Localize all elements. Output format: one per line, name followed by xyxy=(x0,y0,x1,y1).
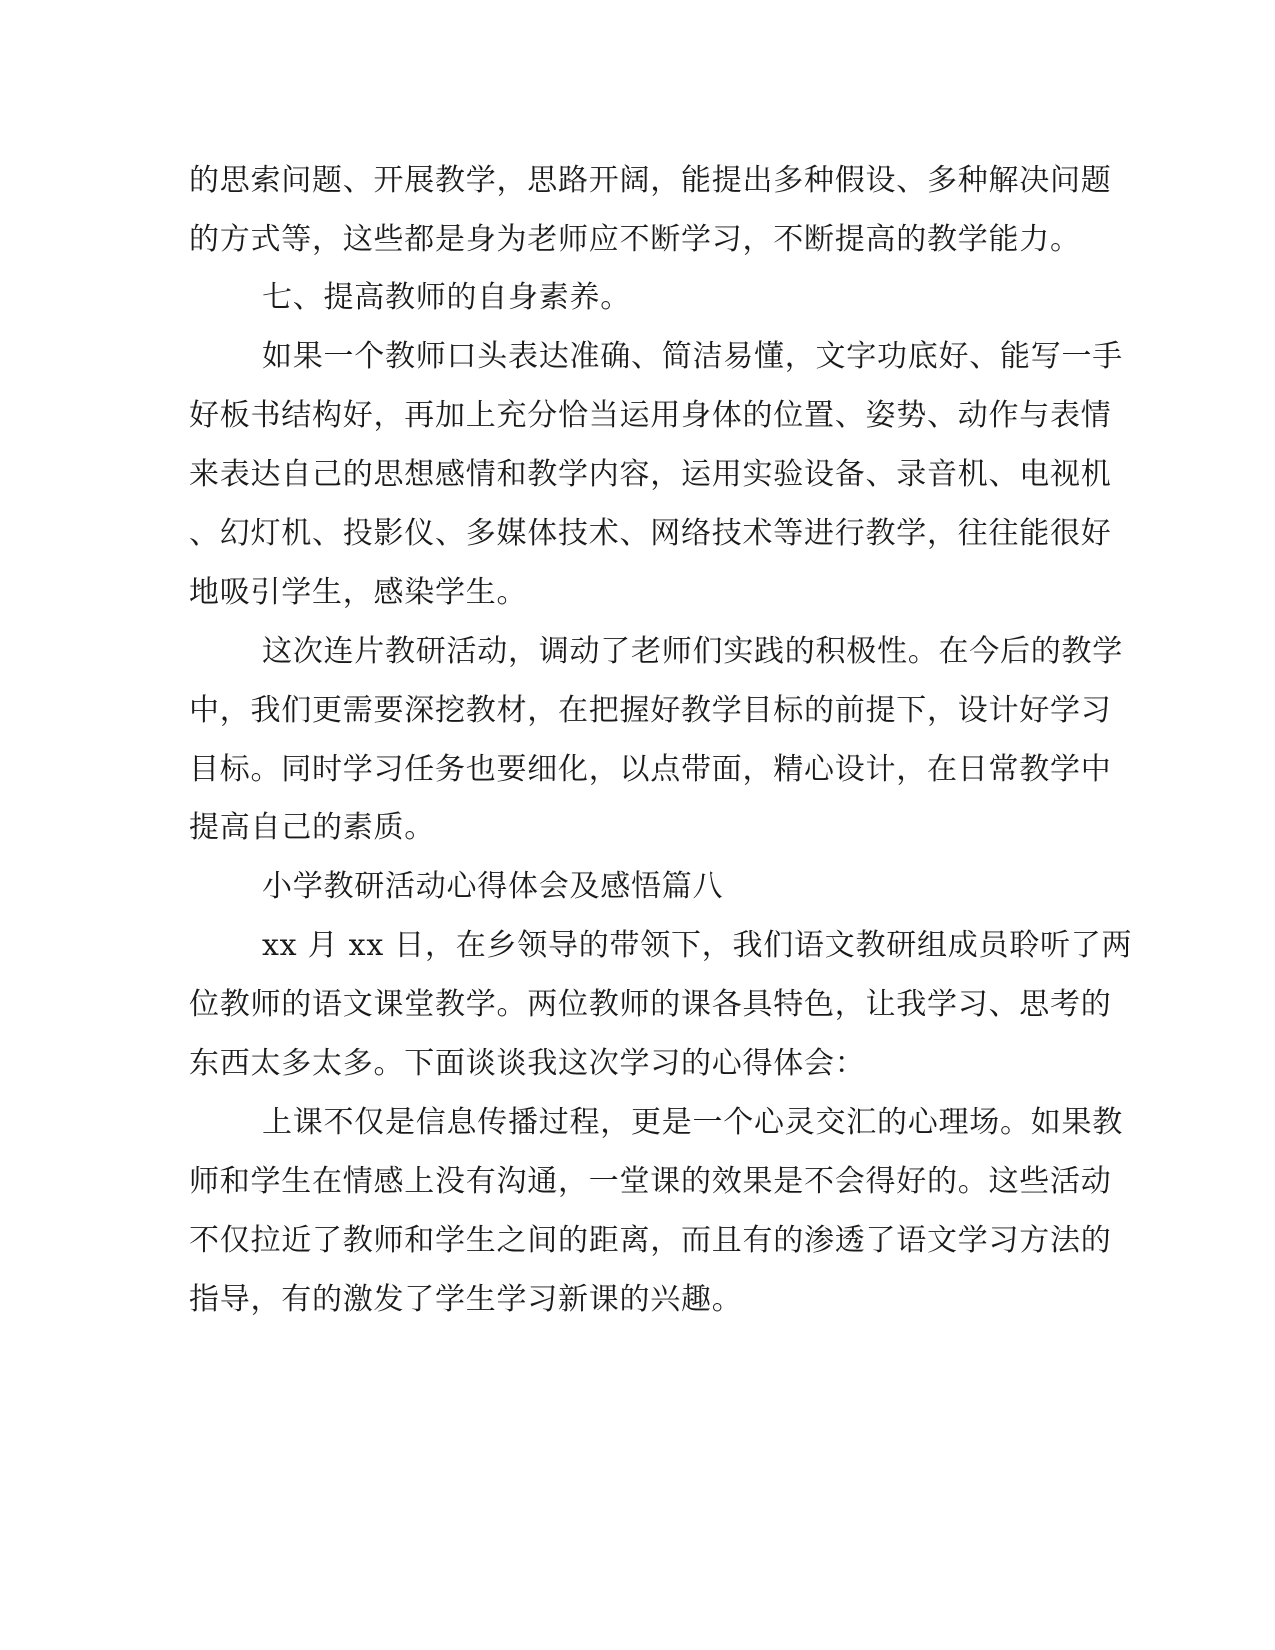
article-title: 小学教研活动心得体会及感悟篇八 xyxy=(262,869,724,904)
text-line: 东西太多太多。下面谈谈我这次学习的心得体会： xyxy=(189,1046,866,1081)
text-line: 目标。同时学习任务也要细化，以点带面，精心设计，在日常教学中 xyxy=(189,752,1112,787)
text-line: 不仅拉近了教师和学生之间的距离，而且有的渗透了语文学习方法的 xyxy=(189,1223,1112,1258)
text-line: 位教师的语文课堂教学。两位教师的课各具特色，让我学习、思考的 xyxy=(189,987,1112,1022)
text-line: 来表达自己的思想感情和教学内容，运用实验设备、录音机、电视机 xyxy=(189,457,1112,492)
text-line: 师和学生在情感上没有沟通，一堂课的效果是不会得好的。这些活动 xyxy=(189,1164,1112,1199)
text-line: 地吸引学生，感染学生。 xyxy=(189,575,528,610)
text-line: xx 月 xx 日，在乡领导的带领下，我们语文教研组成员聆听了两 xyxy=(262,928,1133,963)
text-line: 的思索问题、开展教学，思路开阔，能提出多种假设、多种解决问题 xyxy=(189,163,1112,198)
text-line: 上课不仅是信息传播过程，更是一个心灵交汇的心理场。如果教 xyxy=(262,1105,1123,1140)
section-heading: 七、提高教师的自身素养。 xyxy=(262,280,631,315)
text-line: 指导，有的激发了学生学习新课的兴趣。 xyxy=(189,1282,743,1317)
text-line: 如果一个教师口头表达准确、简洁易懂，文字功底好、能写一手 xyxy=(262,339,1123,374)
text-line: 提高自己的素质。 xyxy=(189,810,435,845)
text-line: 的方式等，这些都是身为老师应不断学习，不断提高的教学能力。 xyxy=(189,222,1081,257)
text-line: 中，我们更需要深挖教材，在把握好教学目标的前提下，设计好学习 xyxy=(189,693,1112,728)
text-line: 、幻灯机、投影仪、多媒体技术、网络技术等进行教学，往往能很好 xyxy=(189,516,1112,551)
text-line: 好板书结构好，再加上充分恰当运用身体的位置、姿势、动作与表情 xyxy=(189,398,1112,433)
text-line: 这次连片教研活动，调动了老师们实践的积极性。在今后的教学 xyxy=(262,634,1123,669)
